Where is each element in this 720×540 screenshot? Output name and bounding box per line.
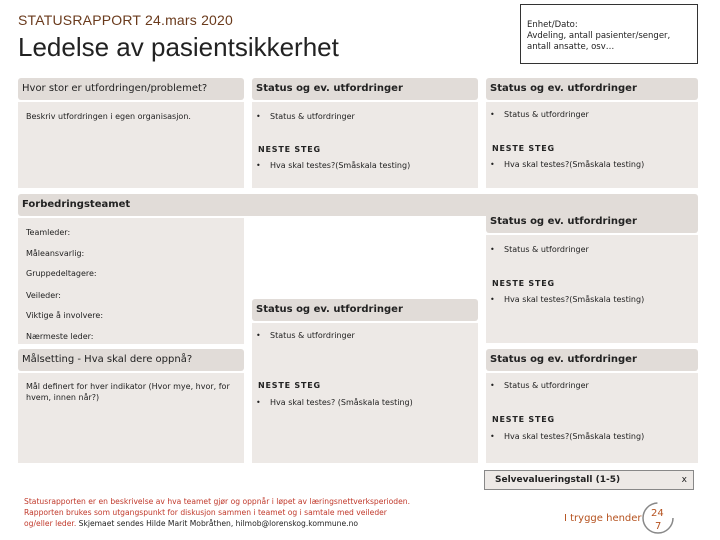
right-status-item-3: • Status & utfordringer [504,381,589,390]
goal-header: Målsetting - Hva skal dere oppnå? [18,349,244,371]
right-next-step-label-2: NESTE STEG [492,279,555,288]
footer-line-3-contact: Skjemaet sendes Hilde Marit Mobråthen, hilmob@lorenskog.kommune.no [76,519,359,528]
page-title: Ledelse av pasientsikkerhet [18,32,339,62]
challenge-text: Beskriv utfordringen i egen organisasjon. [26,112,191,121]
next-step-item-1: • Hva skal testes?(Småskala testing) [270,161,410,170]
right-status-panel-2 [486,235,698,343]
team-header: Forbedringsteamet [18,194,698,216]
next-step-label-2: NESTE STEG [258,381,321,390]
measurement-lead-label: Måleansvarlig: [26,249,85,258]
status-header-1: Status og ev. utfordringer [252,78,478,100]
logo-mark-icon [558,500,688,536]
participants-label: Gruppedeltagere: [26,269,97,278]
right-status-header-2: Status og ev. utfordringer [486,211,698,233]
status-panel-2 [252,323,478,463]
unit-date-box [520,4,698,64]
goal-text: Mål definert for hver indikator (Hvor mye, hvor, for hvem, innen når?) [26,382,230,402]
self-evaluation-box [484,470,694,490]
right-next-step-item-1: • Hva skal testes?(Småskala testing) [504,160,644,169]
status-panel-1 [252,102,478,188]
manager-label: Nærmeste leder: [26,332,94,341]
blank-area [244,218,480,296]
right-status-header-3: Status og ev. utfordringer [486,349,698,371]
self-evaluation-value: x [681,475,687,485]
right-next-step-item-2: • Hva skal testes?(Småskala testing) [504,295,644,304]
challenge-header: Hvor stor er utfordringen/problemet? [18,78,244,100]
challenge-panel [18,102,244,188]
footer-line-2: Rapporten brukes som utgangspunkt for diskusjon sammen i teamet og i samtale med veileder [24,508,387,517]
footer-line-3-red: og/eller leder. [24,519,77,528]
right-next-step-label-3: NESTE STEG [492,415,555,424]
supervisor-label: Veileder: [26,291,61,300]
status-header-2: Status og ev. utfordringer [252,299,478,321]
right-next-step-item-3: • Hva skal testes?(Småskala testing) [504,432,644,441]
involve-label: Viktige å involvere: [26,311,104,320]
right-next-step-label-1: NESTE STEG [492,144,555,153]
right-status-item-1: • Status & utfordringer [504,110,589,119]
logo [558,500,688,536]
right-status-panel-1 [486,102,698,188]
self-evaluation-label: Selvevalueringstall (1-5) [495,475,621,485]
footer-line-1: Statusrapporten er en beskrivelse av hva teamet gjør og oppnår i løpet av læringsnettverksperioden. [24,497,411,506]
goal-panel [18,373,244,463]
status-item-2: • Status & utfordringer [270,331,355,340]
team-leader-label: Teamleder: [26,228,71,237]
team-panel [18,218,244,344]
footer-line-3 [24,518,494,529]
footer-note [24,496,494,529]
right-status-header-1: Status og ev. utfordringer [486,78,698,100]
next-step-item-2: • Hva skal testes? (Småskala testing) [270,398,413,407]
logo-number-top: 24 [651,508,664,519]
report-subtitle: STATUSRAPPORT 24.mars 2020 [18,12,234,28]
unit-date-text: Enhet/Dato: Avdeling, antall pasienter/senger, antall ansatte, osv… [527,20,671,52]
logo-number-bottom: 7 [655,521,662,532]
right-status-panel-3 [486,373,698,463]
next-step-label-1: NESTE STEG [258,145,321,154]
logo-text: I trygge hender [564,513,642,524]
right-status-item-2: • Status & utfordringer [504,245,589,254]
status-item-1: • Status & utfordringer [270,112,355,121]
